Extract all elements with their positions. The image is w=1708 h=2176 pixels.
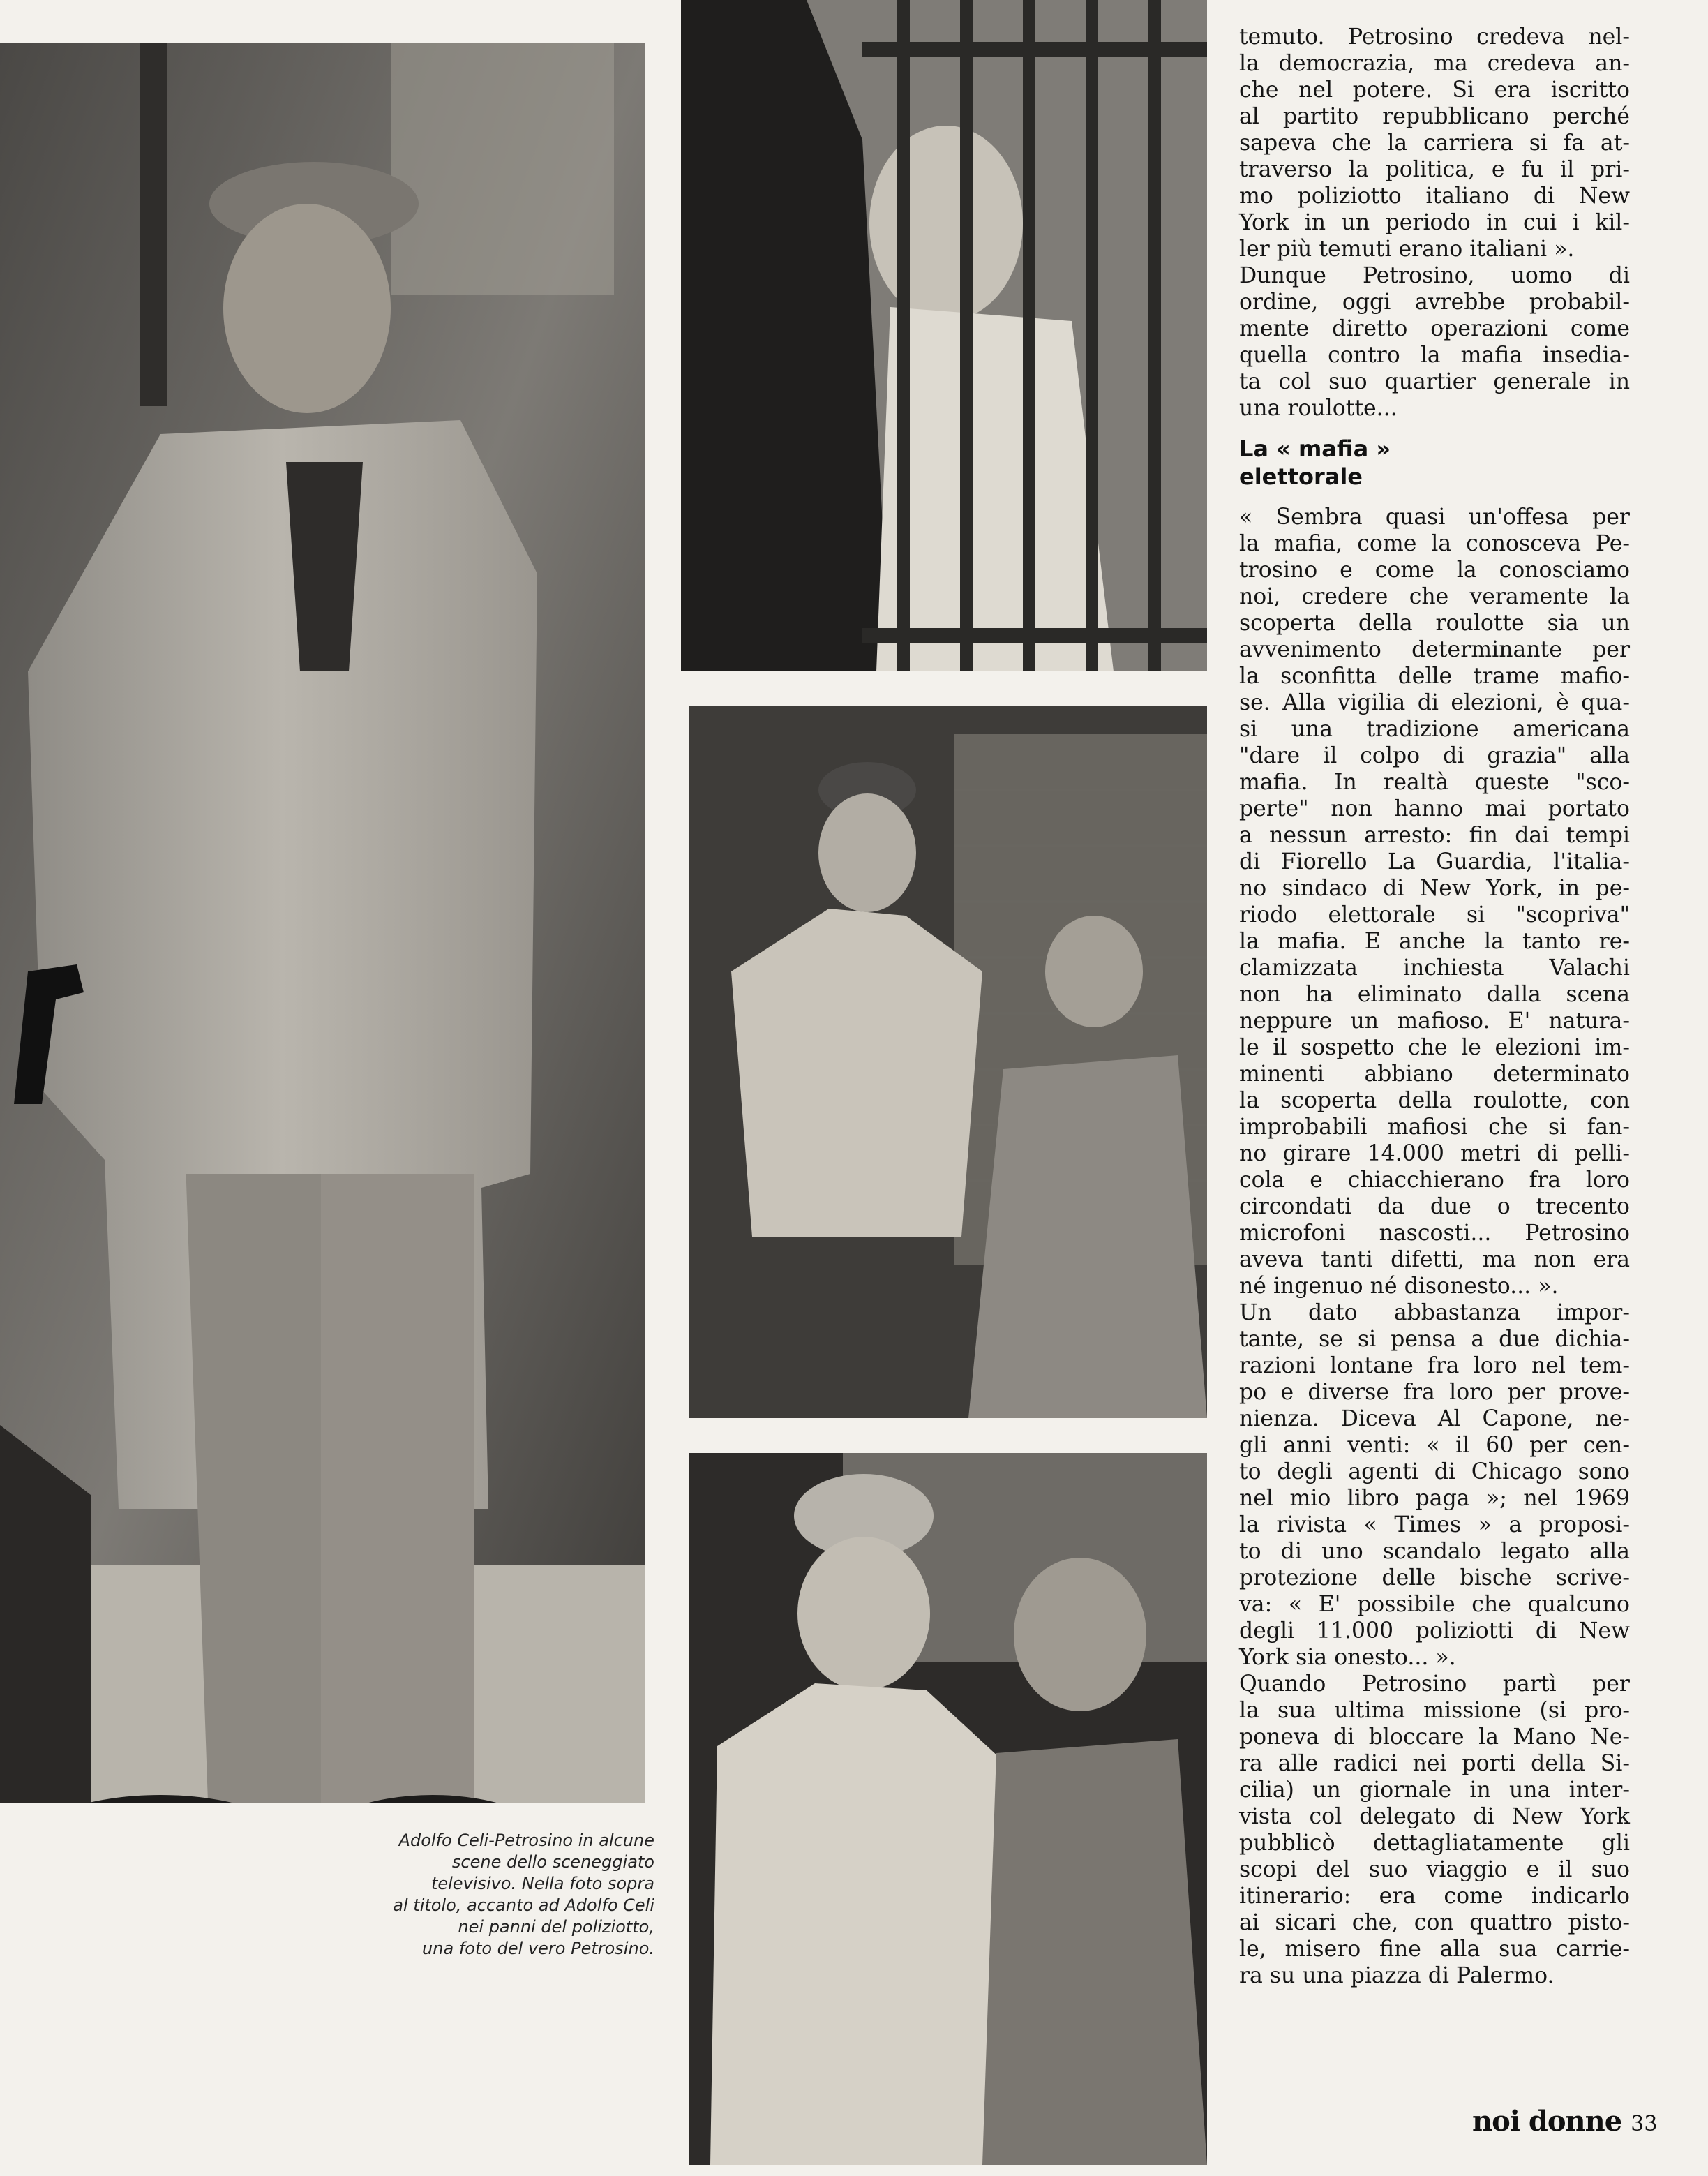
text-line: la rivista « Times » a proposi- [1239,1512,1630,1537]
text-line: le, misero fine alla sua carrie- [1239,1937,1630,1962]
caption-line: al titolo, accanto ad Adolfo Celi [393,1895,654,1915]
text-line: gli anni venti: « il 60 per cen- [1239,1433,1630,1458]
text-line: "dare il colpo di grazia" alla [1239,743,1630,768]
photo-caption [293,1830,654,1960]
text-line: quella contro la mafia insedia- [1239,343,1630,368]
text-line: temuto. Petrosino credeva nel- [1239,24,1630,50]
section-heading [1239,435,1630,491]
text-line: riodo elettorale si "scopriva" [1239,902,1630,927]
text-line: ra alle radici nei porti della Si- [1239,1751,1630,1776]
heading-line: La « mafia » [1239,435,1391,462]
magazine-name: noi donne [1472,2105,1622,2138]
text-line: se. Alla vigilia di elezioni, è qua- [1239,690,1630,715]
text-line: al partito repubblicano perché [1239,104,1630,129]
paragraph-5 [1239,1671,1630,1989]
text-line: nel mio libro paga »; nel 1969 [1239,1486,1630,1511]
photo-mid-art [689,706,1207,1418]
text-line: vista col delegato di New York [1239,1804,1630,1829]
text-line: York in un periodo in cui i kil- [1239,210,1630,235]
text-line: no girare 14.000 metri di pelli- [1239,1141,1630,1166]
text-line: mo poliziotto italiano di New [1239,184,1630,209]
text-line: scoperta della roulotte sia un [1239,611,1630,636]
text-line: di Fiorello La Guardia, l'italia- [1239,849,1630,874]
text-line: sapeva che la carriera si fa at- [1239,131,1630,156]
photo-jail-art [681,0,1207,671]
text-line: aveva tanti difetti, ma non era [1239,1247,1630,1272]
text-line: che nel potere. Si era iscritto [1239,77,1630,103]
text-line: poneva di bloccare la Mano Ne- [1239,1724,1630,1750]
text-line: York sia onesto... ». [1239,1645,1456,1670]
caption-line: Adolfo Celi-Petrosino in alcune [398,1831,654,1850]
photo-petrosino-jail-bars [681,0,1207,671]
text-line: clamizzata inchiesta Valachi [1239,955,1630,981]
heading-line: elettorale [1239,463,1363,490]
text-line: la mafia, come la conosceva Pe- [1239,531,1630,556]
text-line: traverso la politica, e fu il pri- [1239,157,1630,182]
text-line: ra su una piazza di Palermo. [1239,1963,1555,1988]
text-line: Dunque Petrosino, uomo di [1239,263,1630,288]
text-line: ta col suo quartier generale in [1239,369,1630,394]
text-line: « Sembra quasi un'offesa per [1239,505,1630,530]
text-line: a nessun arresto: fin dai tempi [1239,823,1630,848]
caption-line: nei panni del poliziotto, [458,1917,654,1937]
photo-main-art [0,43,645,1803]
text-line: to degli agenti di Chicago sono [1239,1459,1630,1484]
text-line: una roulotte... [1239,396,1398,421]
photo-petrosino-standing-scene [689,706,1207,1418]
paragraph-1 [1239,24,1630,262]
text-line: ai sicari che, con quattro pisto- [1239,1910,1630,1935]
text-line: la democrazia, ma credeva an- [1239,51,1630,76]
photo-petrosino-grab-scene [689,1453,1207,2165]
text-line: microfoni nascosti... Petrosino [1239,1221,1630,1246]
text-line: minenti abbiano determinato [1239,1061,1630,1087]
text-line: la sconfitta delle trame mafio- [1239,664,1630,689]
text-line: mafia. In realtà queste "sco- [1239,770,1630,795]
photo-bottom-art [689,1453,1207,2165]
text-line: itinerario: era come indicarlo [1239,1884,1630,1909]
article-column [1239,24,1630,1989]
text-line: neppure un mafioso. E' natura- [1239,1008,1630,1034]
text-line: non ha eliminato dalla scena [1239,982,1630,1007]
text-line: né ingenuo né disonesto... ». [1239,1274,1559,1299]
paragraph-3 [1239,504,1630,1299]
text-line: la scoperta della roulotte, con [1239,1088,1630,1113]
page-footer [1472,2105,1681,2140]
text-line: improbabili mafiosi che si fan- [1239,1115,1630,1140]
caption-line: una foto del vero Petrosino. [422,1939,654,1958]
text-line: va: « E' possibile che qualcuno [1239,1592,1630,1617]
text-line: cola e chiacchierano fra loro [1239,1168,1630,1193]
caption-line: televisivo. Nella foto sopra [430,1874,654,1893]
text-line: le il sospetto che le elezioni im- [1239,1035,1630,1060]
text-line: circondati da due o trecento [1239,1194,1630,1219]
text-line: Un dato abbastanza impor- [1239,1300,1630,1325]
text-line: to di uno scandalo legato alla [1239,1539,1630,1564]
text-line: mente diretto operazioni come [1239,316,1630,341]
text-line: protezione delle bische scrive- [1239,1565,1630,1590]
page-number: 33 [1631,2112,1658,2136]
paragraph-4 [1239,1299,1630,1671]
text-line: scopi del suo viaggio e il suo [1239,1857,1630,1882]
text-line: la mafia. E anche la tanto re- [1239,929,1630,954]
text-line: pubblicò dettagliatamente gli [1239,1831,1630,1856]
text-line: razioni lontane fra loro nel tem- [1239,1353,1630,1378]
text-line: ordine, oggi avrebbe probabil- [1239,290,1630,315]
text-line: noi, credere che veramente la [1239,584,1630,609]
text-line: cilia) un giornale in una inter- [1239,1778,1630,1803]
text-line: trosino e come la conosciamo [1239,558,1630,583]
text-line: tante, se si pensa a due dichia- [1239,1327,1630,1352]
photo-petrosino-with-pistol [0,43,645,1803]
text-line: ler più temuti erano italiani ». [1239,237,1575,262]
text-line: la sua ultima missione (si pro- [1239,1698,1630,1723]
text-line: nienza. Diceva Al Capone, ne- [1239,1406,1630,1431]
text-line: degli 11.000 poliziotti di New [1239,1618,1630,1644]
text-line: no sindaco di New York, in pe- [1239,876,1630,901]
text-line: si una tradizione americana [1239,717,1630,742]
text-line: avvenimento determinante per [1239,637,1630,662]
text-line: po e diverse fra loro per prove- [1239,1380,1630,1405]
caption-line: scene dello sceneggiato [451,1852,654,1872]
paragraph-2 [1239,262,1630,422]
text-line: Quando Petrosino partì per [1239,1671,1630,1697]
text-line: perte" non hanno mai portato [1239,796,1630,821]
